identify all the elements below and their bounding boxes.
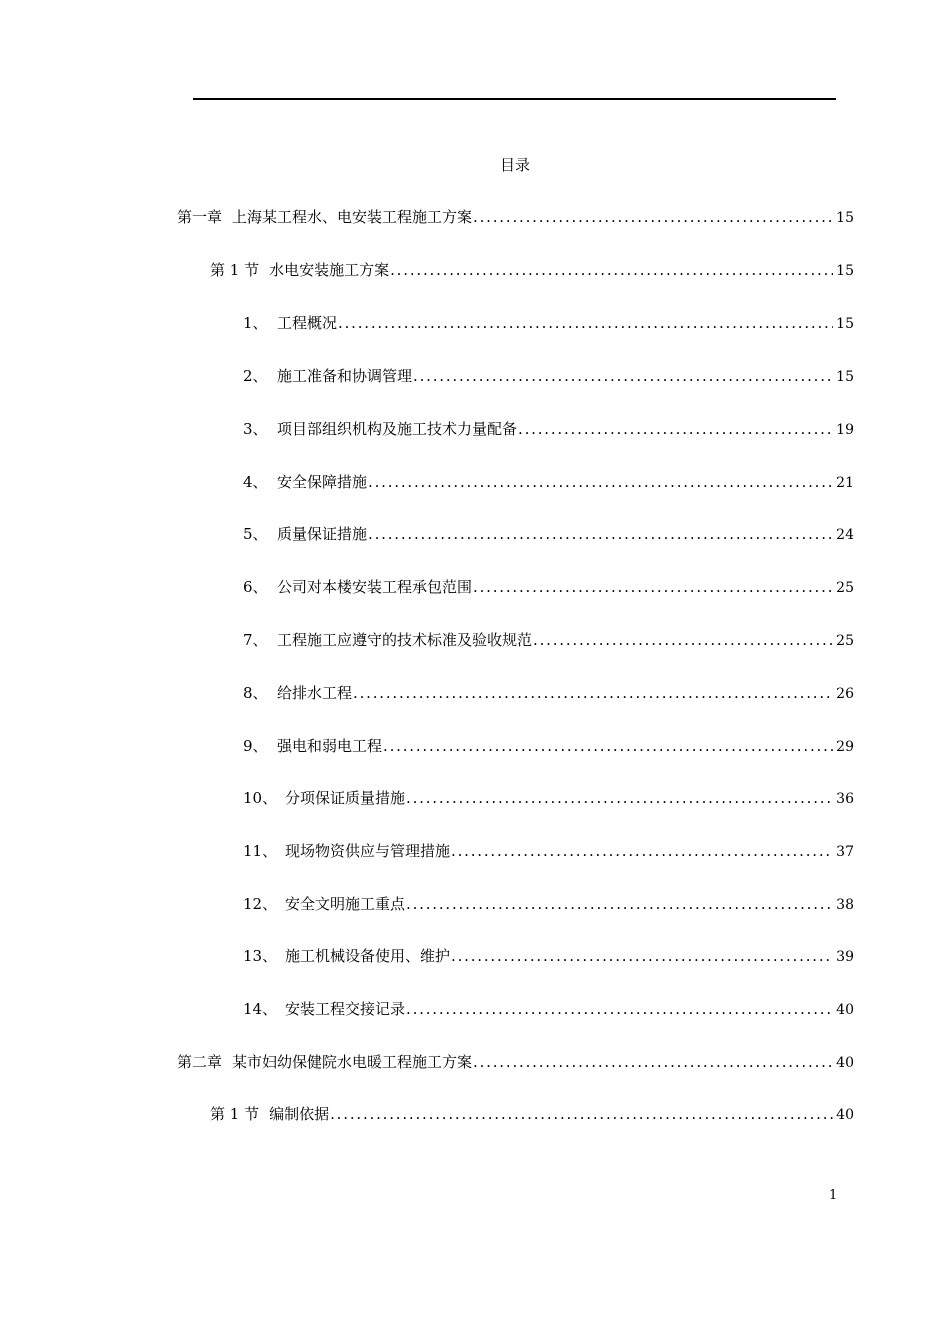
toc-entry-item[interactable] <box>243 945 854 965</box>
toc-entry-item[interactable] <box>243 893 854 913</box>
toc-entry-item[interactable] <box>243 735 854 755</box>
toc-title: 目录 <box>499 156 530 174</box>
page-number: 1 <box>829 1188 838 1203</box>
toc-entry-item[interactable] <box>243 682 854 702</box>
toc-leader-dots <box>368 473 833 491</box>
toc-entry-item[interactable] <box>243 418 854 438</box>
toc-entry-item[interactable] <box>243 471 854 491</box>
toc-leader-dots <box>406 1000 833 1018</box>
toc-entry-chapter[interactable] <box>177 206 854 226</box>
toc-entry-page: 15 <box>836 263 854 279</box>
toc-entry-item[interactable] <box>243 523 854 543</box>
toc-entry-label: 强电和弱电工程 <box>277 737 383 755</box>
toc-entry-page: 40 <box>836 1002 854 1018</box>
toc-entry-item[interactable] <box>243 576 854 596</box>
toc-leader-dots <box>406 789 833 807</box>
toc-entry-page: 25 <box>836 580 854 596</box>
toc-leader-dots <box>406 895 833 913</box>
toc-entry-section[interactable] <box>210 259 854 279</box>
toc-entry-number: 第一章 <box>177 208 223 226</box>
toc-entry-page: 19 <box>836 422 854 438</box>
toc-entry-label: 给排水工程 <box>277 684 353 702</box>
toc-entry-page: 38 <box>836 897 854 913</box>
toc-leader-dots <box>451 842 833 860</box>
toc-entry-page: 21 <box>836 475 854 491</box>
toc-leader-dots <box>518 420 833 438</box>
toc-leader-dots <box>473 208 833 226</box>
toc-leader-dots <box>338 314 833 332</box>
toc-entry-number: 第 1 节 <box>210 1105 260 1123</box>
toc-entry-item[interactable] <box>243 840 854 860</box>
toc-entry-number: 7、 <box>243 631 268 649</box>
toc-entry-label: 项目部组织机构及施工技术力量配备 <box>277 420 518 438</box>
toc-entry-number: 5、 <box>243 525 268 543</box>
toc-entry-page: 25 <box>836 633 854 649</box>
toc-entry-page: 15 <box>836 210 854 226</box>
toc-entry-number: 2、 <box>243 367 268 385</box>
toc-entry-label: 上海某工程水、电安装工程施工方案 <box>232 208 473 226</box>
toc-entry-page: 40 <box>836 1107 854 1123</box>
toc-entry-page: 40 <box>836 1055 854 1071</box>
toc-entry-label: 现场物资供应与管理措施 <box>285 842 451 860</box>
toc-leader-dots <box>473 1053 833 1071</box>
toc-entry-number: 14、 <box>243 1000 278 1018</box>
toc-entry-item[interactable] <box>243 787 854 807</box>
toc-entry-page: 24 <box>836 527 854 543</box>
toc-leader-dots <box>533 631 833 649</box>
toc-entry-label: 工程施工应遵守的技术标准及验收规范 <box>277 631 533 649</box>
toc-entry-number: 10、 <box>243 789 278 807</box>
toc-leader-dots <box>383 737 833 755</box>
toc-entry-label: 编制依据 <box>269 1105 330 1123</box>
toc-entry-item[interactable] <box>243 312 854 332</box>
toc-leader-dots <box>390 261 833 279</box>
toc-entry-page: 36 <box>836 791 854 807</box>
toc-entry-page: 29 <box>836 739 854 755</box>
toc-leader-dots <box>451 947 833 965</box>
toc-entry-number: 9、 <box>243 737 268 755</box>
toc-leader-dots <box>473 578 833 596</box>
toc-entry-page: 39 <box>836 949 854 965</box>
toc-entry-chapter[interactable] <box>177 1051 854 1071</box>
toc-entry-label: 分项保证质量措施 <box>285 789 406 807</box>
toc-entry-number: 4、 <box>243 473 268 491</box>
toc-entry-page: 15 <box>836 316 854 332</box>
toc-leader-dots <box>330 1105 833 1123</box>
toc-leader-dots <box>368 525 833 543</box>
toc-entry-item[interactable] <box>243 365 854 385</box>
toc-entry-section[interactable] <box>210 1103 854 1123</box>
toc-entry-label: 施工准备和协调管理 <box>277 367 413 385</box>
toc-leader-dots <box>353 684 833 702</box>
toc-entry-number: 第二章 <box>177 1053 223 1071</box>
toc-entry-label: 安全保障措施 <box>277 473 368 491</box>
toc-entry-label: 安装工程交接记录 <box>285 1000 406 1018</box>
toc-entry-label: 施工机械设备使用、维护 <box>285 947 451 965</box>
toc-entry-number: 3、 <box>243 420 268 438</box>
toc-entry-item[interactable] <box>243 998 854 1018</box>
toc-entry-item[interactable] <box>243 629 854 649</box>
toc-entry-label: 安全文明施工重点 <box>285 895 406 913</box>
toc-entry-label: 工程概况 <box>277 314 338 332</box>
toc-entry-label: 公司对本楼安装工程承包范围 <box>277 578 473 596</box>
toc-entry-number: 12、 <box>243 895 278 913</box>
toc-entry-number: 8、 <box>243 684 268 702</box>
toc-entry-number: 6、 <box>243 578 268 596</box>
toc-entry-label: 某市妇幼保健院水电暖工程施工方案 <box>232 1053 473 1071</box>
toc-entry-number: 第 1 节 <box>210 261 260 279</box>
toc-entry-number: 11、 <box>243 842 278 860</box>
toc-entry-label: 水电安装施工方案 <box>269 261 390 279</box>
toc-entry-page: 26 <box>836 686 854 702</box>
toc-entry-number: 13、 <box>243 947 278 965</box>
toc-entry-label: 质量保证措施 <box>277 525 368 543</box>
toc-entry-page: 15 <box>836 369 854 385</box>
toc-entry-number: 1、 <box>243 314 268 332</box>
header-rule <box>193 98 836 100</box>
toc-leader-dots <box>413 367 833 385</box>
toc-entry-page: 37 <box>836 844 854 860</box>
